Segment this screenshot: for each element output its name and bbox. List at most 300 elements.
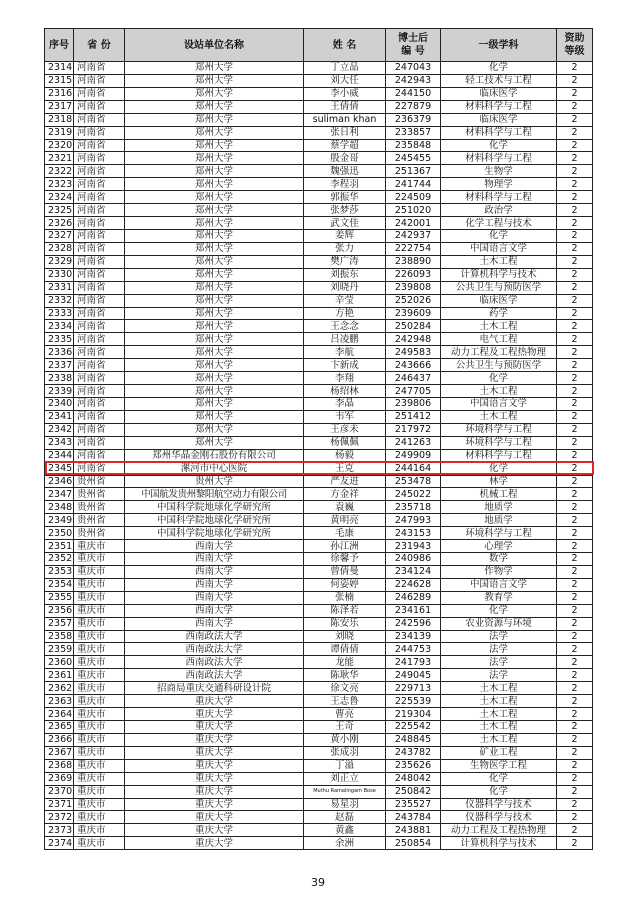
cell-discipline: 轻工技术与工程 [441, 74, 557, 87]
cell-funding-level: 2 [557, 139, 593, 152]
cell-discipline: 化学 [441, 372, 557, 385]
table-row [45, 475, 593, 488]
cell-seq: 2360 [45, 656, 74, 669]
cell-postdoc-id: 243666 [386, 359, 441, 372]
table-row [45, 630, 593, 643]
cell-institution: 郑州大学 [125, 385, 304, 398]
table-row [45, 307, 593, 320]
cell-name: 李程羽 [304, 178, 386, 191]
cell-postdoc-id: 240986 [386, 553, 441, 566]
cell-province: 河南省 [74, 100, 125, 113]
cell-discipline: 法学 [441, 630, 557, 643]
cell-seq: 2353 [45, 565, 74, 578]
cell-funding-level: 2 [557, 449, 593, 462]
cell-province: 重庆市 [74, 824, 125, 837]
header-province: 省 份 [74, 29, 125, 62]
table-row [45, 372, 593, 385]
cell-province: 重庆市 [74, 540, 125, 553]
table-row [45, 139, 593, 152]
cell-postdoc-id: 249583 [386, 346, 441, 359]
table-row [45, 242, 593, 255]
cell-discipline: 临床医学 [441, 294, 557, 307]
cell-postdoc-id: 251367 [386, 165, 441, 178]
cell-postdoc-id: 224509 [386, 191, 441, 204]
cell-province: 重庆市 [74, 772, 125, 785]
cell-postdoc-id: 238890 [386, 255, 441, 268]
table-row [45, 604, 593, 617]
cell-discipline: 环境科学与工程 [441, 423, 557, 436]
cell-postdoc-id: 226093 [386, 268, 441, 281]
cell-name: 王志鲁 [304, 695, 386, 708]
cell-seq: 2369 [45, 772, 74, 785]
cell-institution: 西南大学 [125, 578, 304, 591]
cell-seq: 2364 [45, 708, 74, 721]
cell-funding-level: 2 [557, 423, 593, 436]
cell-discipline: 法学 [441, 656, 557, 669]
cell-name: 曹亮 [304, 708, 386, 721]
cell-funding-level: 2 [557, 294, 593, 307]
cell-institution: 重庆大学 [125, 759, 304, 772]
cell-discipline: 化学 [441, 229, 557, 242]
cell-institution: 郑州大学 [125, 191, 304, 204]
cell-discipline: 林学 [441, 475, 557, 488]
cell-seq: 2327 [45, 229, 74, 242]
table-row [45, 217, 593, 230]
cell-seq: 2325 [45, 204, 74, 217]
cell-discipline: 材料科学与工程 [441, 191, 557, 204]
cell-province: 重庆市 [74, 553, 125, 566]
cell-discipline: 数学 [441, 553, 557, 566]
cell-province: 河南省 [74, 423, 125, 436]
cell-postdoc-id: 235848 [386, 139, 441, 152]
header-discipline: 一级学科 [441, 29, 557, 62]
cell-funding-level: 2 [557, 527, 593, 540]
cell-postdoc-id: 234161 [386, 604, 441, 617]
table-row [45, 449, 593, 462]
cell-institution: 西南政法大学 [125, 656, 304, 669]
cell-name: 黄小刚 [304, 733, 386, 746]
cell-discipline: 化学 [441, 604, 557, 617]
cell-seq: 2337 [45, 359, 74, 372]
table-row [45, 759, 593, 772]
cell-postdoc-id: 242948 [386, 333, 441, 346]
cell-discipline: 土木工程 [441, 721, 557, 734]
cell-funding-level: 2 [557, 695, 593, 708]
cell-name: 吕凌鹏 [304, 333, 386, 346]
cell-postdoc-id: 247043 [386, 62, 441, 75]
table-row [45, 268, 593, 281]
cell-province: 河南省 [74, 242, 125, 255]
cell-province: 河南省 [74, 333, 125, 346]
cell-seq: 2343 [45, 436, 74, 449]
cell-institution: 郑州大学 [125, 100, 304, 113]
cell-discipline: 化学工程与技术 [441, 217, 557, 230]
cell-funding-level: 2 [557, 759, 593, 772]
cell-funding-level: 2 [557, 178, 593, 191]
cell-postdoc-id: 234139 [386, 630, 441, 643]
postdoc-funding-table [44, 28, 593, 850]
table-row [45, 191, 593, 204]
cell-institution: 郑州大学 [125, 178, 304, 191]
cell-postdoc-id: 241263 [386, 436, 441, 449]
cell-institution: 中国科学院地球化学研究所 [125, 527, 304, 540]
cell-postdoc-id: 244150 [386, 87, 441, 100]
cell-institution: 郑州大学 [125, 165, 304, 178]
cell-seq: 2316 [45, 87, 74, 100]
cell-postdoc-id: 231943 [386, 540, 441, 553]
cell-discipline: 电气工程 [441, 333, 557, 346]
cell-province: 重庆市 [74, 785, 125, 798]
cell-name: 方金祥 [304, 488, 386, 501]
cell-province: 重庆市 [74, 630, 125, 643]
cell-province: 河南省 [74, 320, 125, 333]
cell-discipline: 土木工程 [441, 385, 557, 398]
cell-province: 河南省 [74, 346, 125, 359]
cell-funding-level: 2 [557, 217, 593, 230]
cell-discipline: 动力工程及工程热物理 [441, 346, 557, 359]
cell-postdoc-id: 242596 [386, 617, 441, 630]
cell-discipline: 法学 [441, 669, 557, 682]
table-row [45, 410, 593, 423]
cell-name: 殷金哥 [304, 152, 386, 165]
table-row [45, 721, 593, 734]
cell-postdoc-id: 249045 [386, 669, 441, 682]
cell-name: 丁溢 [304, 759, 386, 772]
cell-discipline: 土木工程 [441, 410, 557, 423]
cell-postdoc-id: 242937 [386, 229, 441, 242]
table-row [45, 565, 593, 578]
cell-province: 河南省 [74, 204, 125, 217]
cell-name: 袁巍 [304, 501, 386, 514]
table-row [45, 501, 593, 514]
table-row [45, 682, 593, 695]
cell-postdoc-id: 241793 [386, 656, 441, 669]
table-row [45, 281, 593, 294]
cell-funding-level: 2 [557, 682, 593, 695]
cell-postdoc-id: 243153 [386, 527, 441, 540]
cell-seq: 2340 [45, 397, 74, 410]
cell-seq: 2359 [45, 643, 74, 656]
cell-name: 王倩倩 [304, 100, 386, 113]
cell-name: 刘晓丹 [304, 281, 386, 294]
cell-funding-level: 2 [557, 721, 593, 734]
cell-seq: 2326 [45, 217, 74, 230]
cell-name: 徐文亮 [304, 682, 386, 695]
cell-institution: 贵州大学 [125, 475, 304, 488]
table-row [45, 113, 593, 126]
cell-funding-level: 2 [557, 708, 593, 721]
cell-discipline: 化学 [441, 62, 557, 75]
table-row [45, 591, 593, 604]
table-header-row [45, 29, 593, 62]
cell-name: suliman khan [304, 113, 386, 126]
table-row [45, 87, 593, 100]
cell-postdoc-id: 246289 [386, 591, 441, 604]
cell-province: 重庆市 [74, 708, 125, 721]
cell-name: 方艳 [304, 307, 386, 320]
cell-province: 河南省 [74, 62, 125, 75]
cell-institution: 郑州大学 [125, 346, 304, 359]
header-postdoc-id: 博士后 编 号 [386, 29, 441, 62]
cell-seq: 2347 [45, 488, 74, 501]
cell-seq: 2322 [45, 165, 74, 178]
cell-institution: 西南政法大学 [125, 643, 304, 656]
cell-name: Muthu Ramalingam Bose [304, 785, 386, 798]
cell-province: 重庆市 [74, 604, 125, 617]
cell-institution: 郑州大学 [125, 281, 304, 294]
table-row [45, 152, 593, 165]
cell-funding-level: 2 [557, 553, 593, 566]
cell-institution: 西南大学 [125, 591, 304, 604]
cell-province: 河南省 [74, 152, 125, 165]
cell-institution: 郑州大学 [125, 359, 304, 372]
cell-province: 河南省 [74, 87, 125, 100]
table-row [45, 656, 593, 669]
cell-name: 曾倩曼 [304, 565, 386, 578]
cell-seq: 2366 [45, 733, 74, 746]
header-name: 姓 名 [304, 29, 386, 62]
cell-postdoc-id: 248845 [386, 733, 441, 746]
table-row [45, 359, 593, 372]
cell-name: 丁立品 [304, 62, 386, 75]
header-institution: 设站单位名称 [125, 29, 304, 62]
cell-province: 重庆市 [74, 669, 125, 682]
cell-institution: 郑州大学 [125, 87, 304, 100]
cell-name: 王奇 [304, 721, 386, 734]
cell-funding-level: 2 [557, 475, 593, 488]
cell-province: 河南省 [74, 74, 125, 87]
cell-institution: 郑州大学 [125, 242, 304, 255]
cell-institution: 西南政法大学 [125, 669, 304, 682]
cell-discipline: 仪器科学与技术 [441, 811, 557, 824]
cell-seq: 2362 [45, 682, 74, 695]
cell-name: 李航 [304, 346, 386, 359]
table-row [45, 824, 593, 837]
cell-name: 蔡学超 [304, 139, 386, 152]
cell-province: 重庆市 [74, 578, 125, 591]
cell-postdoc-id: 250842 [386, 785, 441, 798]
cell-province: 重庆市 [74, 591, 125, 604]
cell-seq: 2330 [45, 268, 74, 281]
cell-discipline: 材料科学与工程 [441, 449, 557, 462]
table-row [45, 514, 593, 527]
cell-institution: 郑州大学 [125, 294, 304, 307]
header-seq: 序号 [45, 29, 74, 62]
cell-institution: 郑州大学 [125, 410, 304, 423]
cell-funding-level: 2 [557, 746, 593, 759]
cell-seq: 2336 [45, 346, 74, 359]
cell-seq: 2372 [45, 811, 74, 824]
cell-discipline: 公共卫生与预防医学 [441, 359, 557, 372]
cell-institution: 西南大学 [125, 565, 304, 578]
cell-funding-level: 2 [557, 630, 593, 643]
cell-name: 孙江洲 [304, 540, 386, 553]
cell-discipline: 中国语言文学 [441, 578, 557, 591]
cell-funding-level: 2 [557, 281, 593, 294]
table-row [45, 617, 593, 630]
cell-discipline: 材料科学与工程 [441, 100, 557, 113]
cell-institution: 郑州大学 [125, 268, 304, 281]
cell-discipline: 仪器科学与技术 [441, 798, 557, 811]
cell-seq: 2350 [45, 527, 74, 540]
cell-institution: 招商局重庆交通科研设计院 [125, 682, 304, 695]
table-row [45, 74, 593, 87]
cell-discipline: 计算机科学与技术 [441, 837, 557, 850]
cell-province: 河南省 [74, 436, 125, 449]
cell-postdoc-id: 243782 [386, 746, 441, 759]
cell-discipline: 土木工程 [441, 708, 557, 721]
table-row [45, 578, 593, 591]
cell-discipline: 土木工程 [441, 695, 557, 708]
cell-funding-level: 2 [557, 410, 593, 423]
cell-funding-level: 2 [557, 462, 593, 475]
cell-institution: 重庆大学 [125, 811, 304, 824]
cell-funding-level: 2 [557, 397, 593, 410]
cell-name: 王克 [304, 462, 386, 475]
cell-postdoc-id: 239808 [386, 281, 441, 294]
cell-discipline: 地质学 [441, 514, 557, 527]
cell-institution: 郑州华晶金刚石股份有限公司 [125, 449, 304, 462]
cell-postdoc-id: 247993 [386, 514, 441, 527]
cell-discipline: 化学 [441, 785, 557, 798]
cell-funding-level: 2 [557, 811, 593, 824]
cell-postdoc-id: 235718 [386, 501, 441, 514]
cell-name: 姜辉 [304, 229, 386, 242]
cell-name: 黄明亮 [304, 514, 386, 527]
cell-province: 河南省 [74, 449, 125, 462]
cell-name: 龙能 [304, 656, 386, 669]
cell-funding-level: 2 [557, 126, 593, 139]
cell-name: 郭振华 [304, 191, 386, 204]
cell-province: 贵州省 [74, 514, 125, 527]
cell-institution: 重庆大学 [125, 708, 304, 721]
cell-seq: 2345 [45, 462, 74, 475]
cell-institution: 中国航发贵州黎阳航空动力有限公司 [125, 488, 304, 501]
cell-funding-level: 2 [557, 604, 593, 617]
cell-postdoc-id: 235527 [386, 798, 441, 811]
cell-province: 河南省 [74, 385, 125, 398]
cell-postdoc-id: 246437 [386, 372, 441, 385]
table-row [45, 643, 593, 656]
cell-name: 陈泽若 [304, 604, 386, 617]
cell-province: 河南省 [74, 372, 125, 385]
cell-province: 重庆市 [74, 617, 125, 630]
cell-discipline: 生物学 [441, 165, 557, 178]
cell-funding-level: 2 [557, 540, 593, 553]
cell-funding-level: 2 [557, 346, 593, 359]
cell-province: 河南省 [74, 268, 125, 281]
cell-province: 重庆市 [74, 746, 125, 759]
cell-province: 河南省 [74, 281, 125, 294]
cell-discipline: 化学 [441, 772, 557, 785]
cell-province: 河南省 [74, 229, 125, 242]
table-row [45, 204, 593, 217]
cell-province: 河南省 [74, 178, 125, 191]
cell-institution: 郑州大学 [125, 139, 304, 152]
cell-institution: 郑州大学 [125, 372, 304, 385]
cell-seq: 2331 [45, 281, 74, 294]
cell-institution: 重庆大学 [125, 824, 304, 837]
cell-institution: 重庆大学 [125, 798, 304, 811]
table-row [45, 527, 593, 540]
cell-institution: 重庆大学 [125, 785, 304, 798]
cell-discipline: 土木工程 [441, 733, 557, 746]
cell-name: 李小威 [304, 87, 386, 100]
cell-province: 重庆市 [74, 565, 125, 578]
cell-discipline: 物理学 [441, 178, 557, 191]
cell-discipline: 材料科学与工程 [441, 152, 557, 165]
cell-discipline: 政治学 [441, 204, 557, 217]
cell-postdoc-id: 217972 [386, 423, 441, 436]
cell-institution: 中国科学院地球化学研究所 [125, 501, 304, 514]
cell-postdoc-id: 251412 [386, 410, 441, 423]
cell-name: 卞新成 [304, 359, 386, 372]
cell-seq: 2365 [45, 721, 74, 734]
cell-name: 刘大任 [304, 74, 386, 87]
cell-province: 河南省 [74, 359, 125, 372]
cell-seq: 2319 [45, 126, 74, 139]
cell-name: 辛莹 [304, 294, 386, 307]
cell-name: 赵磊 [304, 811, 386, 824]
cell-discipline: 计算机科学与技术 [441, 268, 557, 281]
table-row [45, 178, 593, 191]
cell-funding-level: 2 [557, 436, 593, 449]
cell-institution: 郑州大学 [125, 62, 304, 75]
cell-seq: 2367 [45, 746, 74, 759]
table-row [45, 785, 593, 798]
cell-institution: 重庆大学 [125, 837, 304, 850]
cell-postdoc-id: 236379 [386, 113, 441, 126]
cell-institution: 西南政法大学 [125, 630, 304, 643]
cell-discipline: 心理学 [441, 540, 557, 553]
cell-seq: 2344 [45, 449, 74, 462]
cell-seq: 2371 [45, 798, 74, 811]
cell-discipline: 矿业工程 [441, 746, 557, 759]
cell-funding-level: 2 [557, 772, 593, 785]
cell-seq: 2320 [45, 139, 74, 152]
cell-name: 刘正立 [304, 772, 386, 785]
cell-name: 张楠 [304, 591, 386, 604]
table-row [45, 669, 593, 682]
table-row [45, 385, 593, 398]
cell-name: 毛康 [304, 527, 386, 540]
cell-postdoc-id: 219304 [386, 708, 441, 721]
cell-name: 易星羽 [304, 798, 386, 811]
cell-postdoc-id: 243784 [386, 811, 441, 824]
cell-seq: 2338 [45, 372, 74, 385]
cell-funding-level: 2 [557, 165, 593, 178]
cell-institution: 郑州大学 [125, 217, 304, 230]
cell-province: 贵州省 [74, 501, 125, 514]
cell-province: 重庆市 [74, 837, 125, 850]
cell-discipline: 生物医学工程 [441, 759, 557, 772]
cell-province: 重庆市 [74, 721, 125, 734]
cell-name: 刘晓 [304, 630, 386, 643]
cell-province: 河南省 [74, 410, 125, 423]
cell-province: 贵州省 [74, 475, 125, 488]
cell-postdoc-id: 247705 [386, 385, 441, 398]
cell-name: 张力 [304, 242, 386, 255]
cell-seq: 2332 [45, 294, 74, 307]
cell-name: 王彦未 [304, 423, 386, 436]
cell-postdoc-id: 252026 [386, 294, 441, 307]
cell-funding-level: 2 [557, 385, 593, 398]
cell-postdoc-id: 251020 [386, 204, 441, 217]
cell-name: 张梦莎 [304, 204, 386, 217]
cell-institution: 郑州大学 [125, 333, 304, 346]
cell-postdoc-id: 239806 [386, 397, 441, 410]
cell-seq: 2328 [45, 242, 74, 255]
